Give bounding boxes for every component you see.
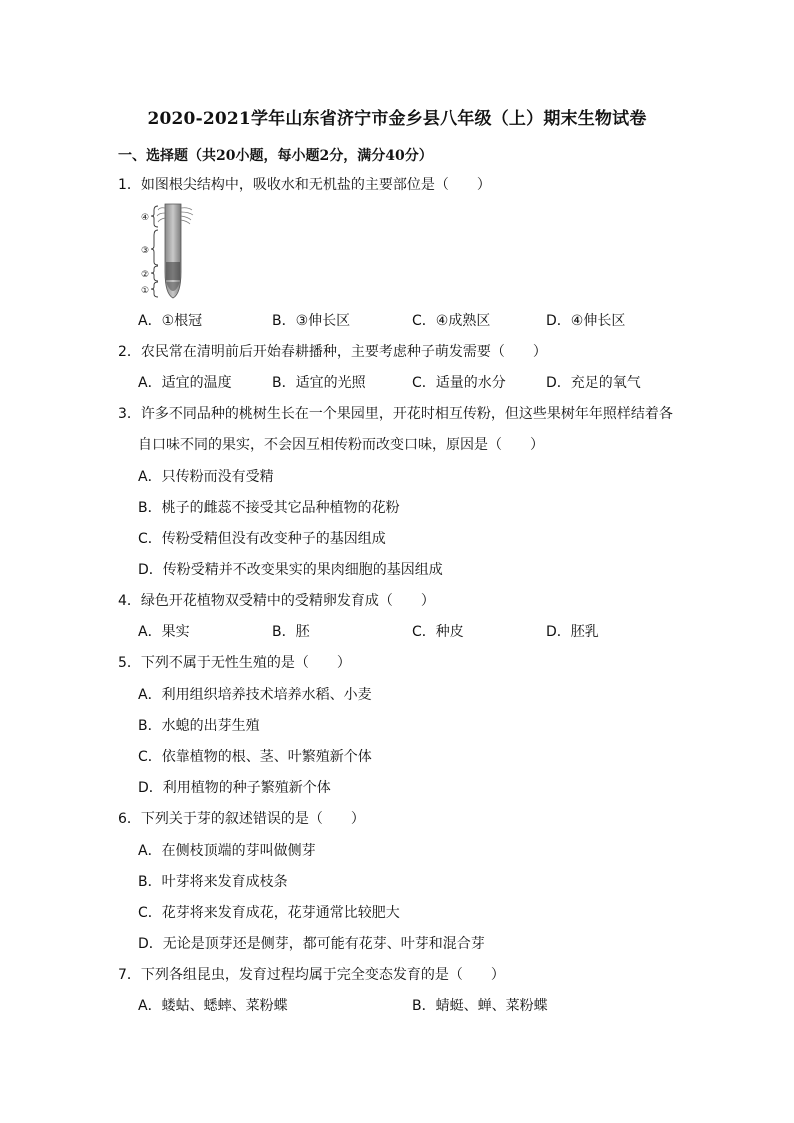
label-3: ③ bbox=[141, 246, 150, 256]
option-d[interactable]: D．无论是顶芽还是侧芽，都可能有花芽、叶芽和混合芽 bbox=[138, 936, 485, 952]
question-1-stem: 1．如图根尖结构中，吸收水和无机盐的主要部位是（ ） bbox=[118, 177, 491, 193]
option-b[interactable]: B．适宜的光照 bbox=[272, 375, 366, 391]
option-a[interactable]: A．蝼蛄、蟋蟀、菜粉蝶 bbox=[138, 998, 288, 1014]
option-b[interactable]: B．桃子的雌蕊不接受其它品种植物的花粉 bbox=[138, 500, 400, 516]
question-2-options bbox=[138, 374, 698, 392]
option-c[interactable]: C．④成熟区 bbox=[412, 313, 491, 329]
option-a[interactable]: A．①根冠 bbox=[138, 313, 203, 329]
question-3-stem: 3．许多不同品种的桃树生长在一个果园里，开花时相互传粉，但这些果树年年照样结着各 bbox=[118, 406, 673, 422]
option-a[interactable]: A．果实 bbox=[138, 624, 190, 640]
option-d[interactable]: D．传粉受精并不改变果实的果肉细胞的基因组成 bbox=[138, 562, 443, 578]
option-c[interactable]: C．花芽将来发育成花，花芽通常比较肥大 bbox=[138, 905, 400, 921]
option-c[interactable]: C．传粉受精但没有改变种子的基因组成 bbox=[138, 531, 386, 547]
option-d[interactable]: D．利用植物的种子繁殖新个体 bbox=[138, 780, 331, 796]
page-title: 2020-2021学年山东省济宁市金乡县八年级（上）期末生物试卷 bbox=[147, 109, 647, 129]
question-4-options bbox=[138, 623, 698, 641]
option-a[interactable]: A．只传粉而没有受精 bbox=[138, 469, 274, 485]
label-1: ① bbox=[141, 286, 150, 296]
question-4-stem: 4．绿色开花植物双受精中的受精卵发育成（ ） bbox=[118, 593, 435, 609]
option-d[interactable]: D．胚乳 bbox=[546, 624, 599, 640]
option-b[interactable]: B．叶芽将来发育成枝条 bbox=[138, 874, 288, 890]
label-2: ② bbox=[141, 270, 150, 280]
option-c[interactable]: C．种皮 bbox=[412, 624, 464, 640]
question-5-stem: 5．下列不属于无性生殖的是（ ） bbox=[118, 655, 351, 671]
option-b[interactable]: B．③伸长区 bbox=[272, 313, 351, 329]
option-b[interactable]: B．水螅的出芽生殖 bbox=[138, 718, 260, 734]
option-c[interactable]: C．依靠植物的根、茎、叶繁殖新个体 bbox=[138, 749, 372, 765]
option-a[interactable]: A．利用组织培养技术培养水稻、小麦 bbox=[138, 687, 372, 703]
option-d[interactable]: D．④伸长区 bbox=[546, 313, 626, 329]
label-4: ④ bbox=[141, 213, 150, 223]
option-a[interactable]: A．在侧枝顶端的芽叫做侧芽 bbox=[138, 843, 316, 859]
question-6-stem: 6．下列关于芽的叙述错误的是（ ） bbox=[118, 811, 365, 827]
question-1-options bbox=[138, 312, 698, 330]
root-tip-diagram bbox=[138, 202, 200, 300]
question-3-stem-continued: 自口味不同的果实，不会因互相传粉而改变口味，原因是（ ） bbox=[138, 437, 544, 453]
section-heading: 一、选择题（共20小题，每小题2分，满分40分） bbox=[118, 148, 433, 164]
question-2-stem: 2．农民常在清明前后开始春耕播种，主要考虑种子萌发需要（ ） bbox=[118, 344, 547, 360]
question-7-stem: 7．下列各组昆虫，发育过程均属于完全变态发育的是（ ） bbox=[118, 967, 505, 983]
option-d[interactable]: D．充足的氧气 bbox=[546, 375, 641, 391]
option-a[interactable]: A．适宜的温度 bbox=[138, 375, 232, 391]
option-c[interactable]: C．适量的水分 bbox=[412, 375, 506, 391]
question-7-options bbox=[138, 997, 698, 1015]
option-b[interactable]: B．胚 bbox=[272, 624, 310, 640]
option-b[interactable]: B．蜻蜓、蝉、菜粉蝶 bbox=[412, 998, 548, 1014]
root-tip-figure bbox=[138, 202, 200, 300]
